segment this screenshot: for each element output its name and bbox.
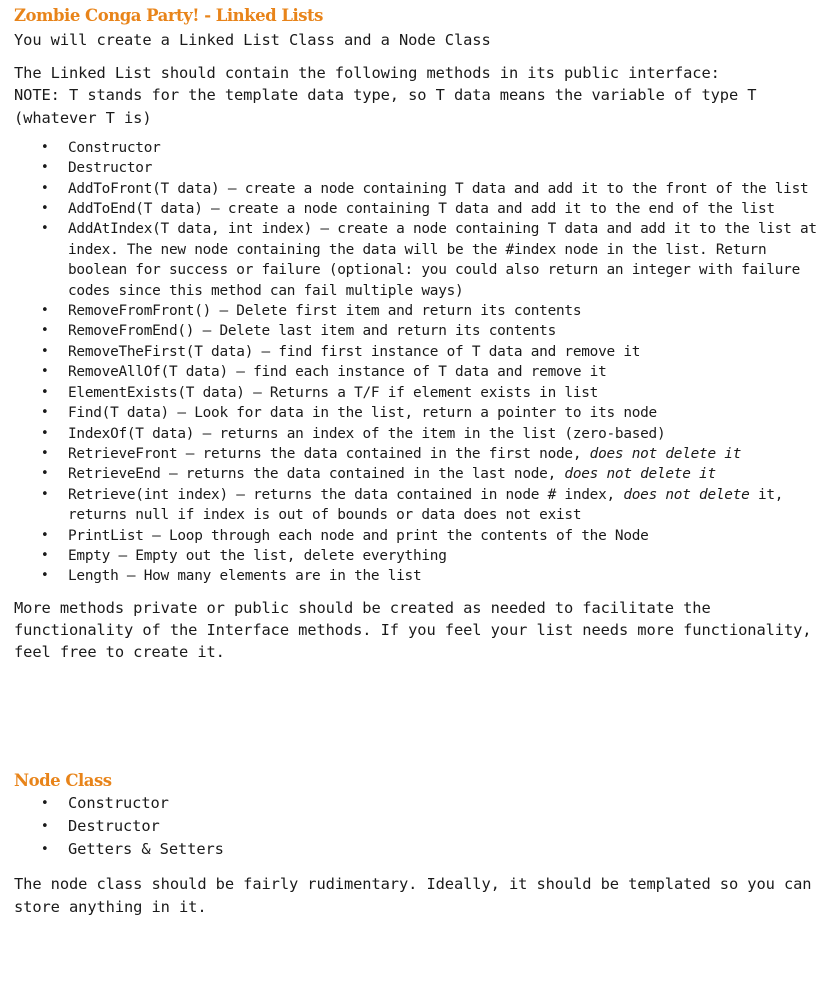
method-item <box>68 199 829 219</box>
method-item <box>68 219 829 301</box>
method-note: does not delete <box>623 486 750 503</box>
method-text: IndexOf(T data) – returns an index of the item in the list (zero-based) <box>68 425 666 442</box>
method-item <box>68 526 829 546</box>
method-text: Length – How many elements are in the list <box>68 568 422 585</box>
method-note: does not delete it <box>589 445 742 462</box>
method-text: Destructor <box>68 160 153 177</box>
linked-list-methods <box>14 138 829 587</box>
method-text: AddToEnd(T data) – create a node containing T data and add it to the end of the list <box>68 201 775 218</box>
method-text: RemoveFromEnd() – Delete last item and return its contents <box>68 323 557 340</box>
method-item <box>68 403 829 423</box>
more-methods-text: More methods private or public should be created as needed to facilitate the functionality of the Interface methods. If you feel your list needs more functionality, feel free to create it. <box>14 598 812 662</box>
method-text-tail: it, returns null if index is out of bounds or data does not exist <box>68 486 784 524</box>
page-title: Zombie Conga Party! - Linked Lists <box>14 6 323 25</box>
method-text: Empty – Empty out the list, delete everything <box>68 547 447 564</box>
method-item <box>68 383 829 403</box>
node-class-item: • Constructor <box>68 792 829 815</box>
method-item <box>68 424 829 444</box>
method-item <box>68 158 829 178</box>
method-text: AddAtIndex(T data, int index) – create a node containing T data and add it to the list at index. The new node containing the data will be the #index node in the list. Return boolean for success or failure (optional: you could also return an integer with failure codes since this method can fail multiple ways) <box>68 221 817 299</box>
method-item <box>68 444 829 464</box>
intro-text: You will create a Linked List Class and a Node Class <box>14 31 491 49</box>
method-item <box>68 546 829 566</box>
method-text: Find(T data) – Look for data in the list, return a pointer to its node <box>68 405 657 422</box>
interface-description: The Linked List should contain the following methods in its public interface: <box>14 64 720 83</box>
method-text: AddToFront(T data) – create a node containing T data and add it to the front of the list <box>68 180 809 197</box>
document <box>14 5 829 918</box>
method-text: Retrieve(int index) – returns the data contained in node # index, <box>68 486 624 503</box>
method-item <box>68 362 829 382</box>
method-item <box>68 179 829 199</box>
method-item <box>68 321 829 341</box>
method-text: RemoveTheFirst(T data) – find first instance of T data and remove it <box>68 343 641 360</box>
method-note: does not delete it <box>564 466 716 483</box>
node-class-item: • Destructor <box>68 815 829 838</box>
method-item <box>68 301 829 321</box>
method-text: ElementExists(T data) – Returns a T/F if element exists in list <box>68 384 599 401</box>
method-text: RetrieveEnd – returns the data contained in the last node, <box>68 466 565 483</box>
method-item <box>68 342 829 362</box>
node-class-description: The node class should be fairly rudimentary. Ideally, it should be templated so you can store anything in it. <box>14 875 812 916</box>
node-class-items <box>14 792 829 861</box>
method-item <box>68 485 829 526</box>
method-text: RemoveAllOf(T data) – find each instance of T data and remove it <box>68 364 607 381</box>
method-item <box>68 138 829 158</box>
method-item <box>68 566 829 586</box>
method-text: Constructor <box>68 139 161 156</box>
template-note: NOTE: T stands for the template data type, so T data means the variable of type T (whatever T is) <box>14 86 757 127</box>
method-text: PrintList – Loop through each node and print the contents of the Node <box>68 527 649 544</box>
method-text: RetrieveFront – returns the data contained in the first node, <box>68 445 590 462</box>
node-class-heading: Node Class <box>14 771 112 791</box>
method-item <box>68 464 829 484</box>
method-text: RemoveFromFront() – Delete first item and return its contents <box>68 303 582 320</box>
node-class-item: • Getters & Setters <box>68 838 829 861</box>
